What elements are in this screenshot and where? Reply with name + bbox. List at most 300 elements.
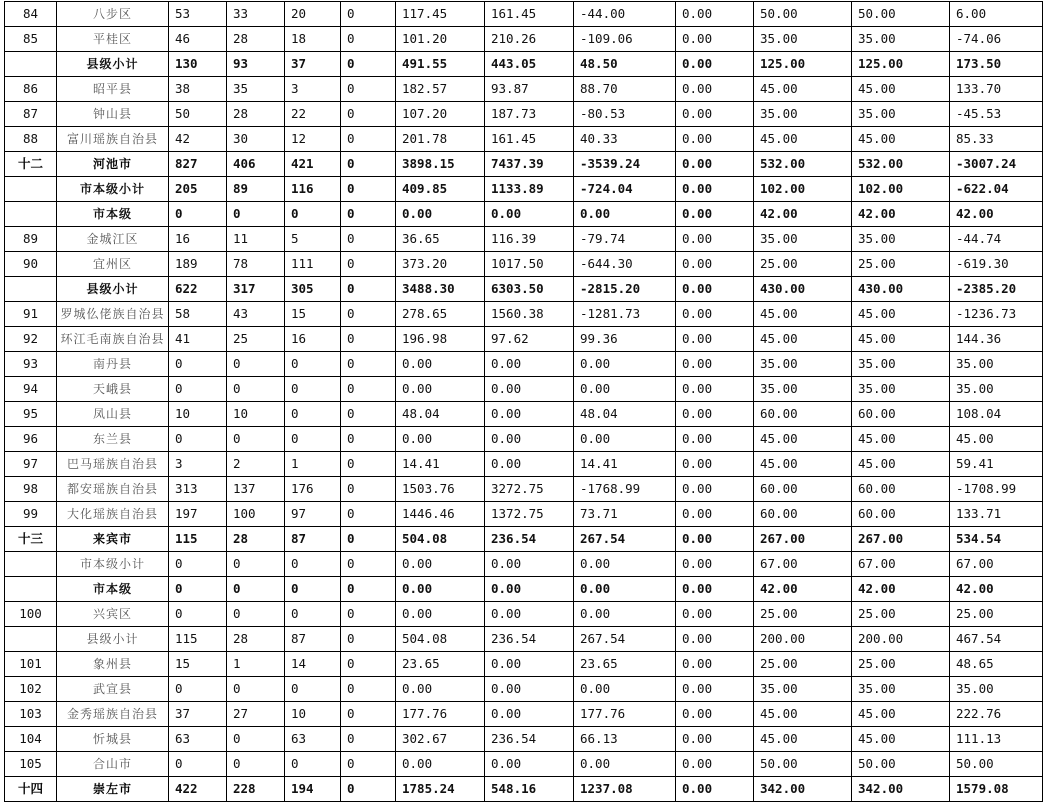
value-cell: 25.00 [754,252,852,277]
value-cell: 0.00 [485,402,574,427]
value-cell: 0 [341,677,396,702]
row-index: 101 [5,652,57,677]
value-cell: 0 [227,752,285,777]
value-cell: 0.00 [485,677,574,702]
value-cell: 0 [341,252,396,277]
value-cell: 137 [227,477,285,502]
value-cell: -80.53 [574,102,676,127]
value-cell: 0.00 [676,127,754,152]
value-cell: 42.00 [754,202,852,227]
value-cell: 0 [285,602,341,627]
value-cell: 0 [341,102,396,127]
value-cell: 534.54 [950,527,1043,552]
value-cell: 50.00 [754,2,852,27]
value-cell: 0.00 [396,202,485,227]
value-cell: 33 [227,2,285,27]
table-row [5,377,1043,402]
value-cell: 0.00 [676,552,754,577]
value-cell: 0.00 [676,477,754,502]
value-cell: 25 [227,327,285,352]
value-cell: 1017.50 [485,252,574,277]
value-cell: 222.76 [950,702,1043,727]
value-cell: 14.41 [574,452,676,477]
value-cell: 133.71 [950,502,1043,527]
table-row [5,427,1043,452]
row-index: 89 [5,227,57,252]
value-cell: 0 [341,552,396,577]
value-cell: 117.45 [396,2,485,27]
value-cell: 0.00 [396,377,485,402]
region-name: 县级小计 [57,277,169,302]
table-row [5,352,1043,377]
value-cell: 0 [341,477,396,502]
value-cell: 28 [227,27,285,52]
value-cell: 205 [169,177,227,202]
value-cell: 0 [341,302,396,327]
value-cell: -74.06 [950,27,1043,52]
value-cell: 0 [341,652,396,677]
value-cell: 23.65 [574,652,676,677]
value-cell: 0 [227,727,285,752]
value-cell: 125.00 [852,52,950,77]
value-cell: 0.00 [676,502,754,527]
value-cell: 443.05 [485,52,574,77]
table-row [5,2,1043,27]
value-cell: 15 [285,302,341,327]
region-name: 平桂区 [57,27,169,52]
value-cell: 267.00 [852,527,950,552]
row-index: 94 [5,377,57,402]
value-cell: 111 [285,252,341,277]
value-cell: 0 [169,677,227,702]
value-cell: 0.00 [676,677,754,702]
value-cell: 0.00 [396,352,485,377]
value-cell: 0.00 [574,202,676,227]
value-cell: -2815.20 [574,277,676,302]
value-cell: 0 [341,402,396,427]
value-cell: 0 [285,427,341,452]
value-cell: 11 [227,227,285,252]
value-cell: 45.00 [852,727,950,752]
value-cell: 102.00 [754,177,852,202]
region-name: 环江毛南族自治县 [57,327,169,352]
value-cell: 16 [169,227,227,252]
row-index: 87 [5,102,57,127]
value-cell: 42 [169,127,227,152]
value-cell: 25.00 [852,252,950,277]
region-name: 都安瑶族自治县 [57,477,169,502]
value-cell: -44.00 [574,2,676,27]
row-index [5,202,57,227]
value-cell: 0.00 [676,427,754,452]
value-cell: 93.87 [485,77,574,102]
value-cell: 37 [169,702,227,727]
value-cell: 0 [227,427,285,452]
value-cell: 194 [285,777,341,802]
value-cell: 60.00 [754,502,852,527]
subtotal-row [5,277,1043,302]
value-cell: 0 [341,127,396,152]
region-name: 天峨县 [57,377,169,402]
value-cell: 0 [285,552,341,577]
value-cell: 0.00 [676,452,754,477]
table-row [5,702,1043,727]
row-index: 十四 [5,777,57,802]
value-cell: 0.00 [676,202,754,227]
value-cell: 35.00 [754,377,852,402]
value-cell: 0 [169,577,227,602]
value-cell: 116.39 [485,227,574,252]
value-cell: 50.00 [852,2,950,27]
table-row [5,652,1043,677]
region-name: 钟山县 [57,102,169,127]
value-cell: 0 [227,577,285,602]
value-cell: 133.70 [950,77,1043,102]
value-cell: 0.00 [676,577,754,602]
value-cell: 99.36 [574,327,676,352]
value-cell: 0 [341,377,396,402]
region-name: 来宾市 [57,527,169,552]
table-row [5,227,1043,252]
value-cell: 1237.08 [574,777,676,802]
value-cell: 176 [285,477,341,502]
value-cell: 0.00 [574,602,676,627]
value-cell: 0.00 [485,752,574,777]
value-cell: 45.00 [852,302,950,327]
value-cell: 430.00 [754,277,852,302]
value-cell: 0.00 [676,377,754,402]
value-cell: 38 [169,77,227,102]
value-cell: 35.00 [950,377,1043,402]
row-index: 103 [5,702,57,727]
value-cell: 532.00 [852,152,950,177]
value-cell: -44.74 [950,227,1043,252]
value-cell: 85.33 [950,127,1043,152]
value-cell: 42.00 [950,577,1043,602]
value-cell: 0 [341,752,396,777]
value-cell: 161.45 [485,2,574,27]
table-row [5,302,1043,327]
value-cell: 67.00 [950,552,1043,577]
value-cell: 0.00 [676,27,754,52]
table-row [5,402,1043,427]
value-cell: 201.78 [396,127,485,152]
value-cell: 421 [285,152,341,177]
row-index: 99 [5,502,57,527]
value-cell: 45.00 [754,327,852,352]
value-cell: 0 [341,777,396,802]
region-name: 八步区 [57,2,169,27]
value-cell: 42.00 [852,577,950,602]
value-cell: 14 [285,652,341,677]
table-row [5,477,1043,502]
table-row [5,77,1043,102]
value-cell: 0.00 [676,102,754,127]
value-cell: 0 [341,527,396,552]
value-cell: 59.41 [950,452,1043,477]
value-cell: 40.33 [574,127,676,152]
value-cell: 50 [169,102,227,127]
region-name: 崇左市 [57,777,169,802]
row-index: 88 [5,127,57,152]
value-cell: 0.00 [676,302,754,327]
value-cell: -79.74 [574,227,676,252]
row-index: 十二 [5,152,57,177]
value-cell: 0 [341,277,396,302]
value-cell: 0 [227,352,285,377]
value-cell: 0.00 [485,427,574,452]
value-cell: 0 [341,152,396,177]
region-name: 兴宾区 [57,602,169,627]
value-cell: 0.00 [396,602,485,627]
subtotal-row [5,52,1043,77]
value-cell: 35.00 [950,677,1043,702]
value-cell: 42.00 [852,202,950,227]
value-cell: 200.00 [852,627,950,652]
value-cell: 3 [285,77,341,102]
value-cell: 0.00 [485,702,574,727]
value-cell: 60.00 [754,477,852,502]
value-cell: 45.00 [852,77,950,102]
value-cell: 0 [169,752,227,777]
value-cell: 0.00 [676,52,754,77]
value-cell: 58 [169,302,227,327]
value-cell: -1708.99 [950,477,1043,502]
value-cell: 0.00 [676,652,754,677]
value-cell: 236.54 [485,527,574,552]
value-cell: 25.00 [852,652,950,677]
value-cell: 14.41 [396,452,485,477]
value-cell: 130 [169,52,227,77]
value-cell: 66.13 [574,727,676,752]
value-cell: 278.65 [396,302,485,327]
value-cell: -619.30 [950,252,1043,277]
value-cell: 10 [227,402,285,427]
value-cell: 0.00 [574,752,676,777]
value-cell: 35.00 [754,677,852,702]
value-cell: 0 [341,2,396,27]
value-cell: 35.00 [852,227,950,252]
value-cell: 116 [285,177,341,202]
value-cell: 0.00 [676,602,754,627]
value-cell: 50.00 [950,752,1043,777]
value-cell: 48.50 [574,52,676,77]
subtotal-row [5,577,1043,602]
value-cell: 45.00 [950,427,1043,452]
value-cell: 45.00 [852,427,950,452]
subtotal-row [5,202,1043,227]
row-index: 84 [5,2,57,27]
value-cell: 7437.39 [485,152,574,177]
value-cell: 45.00 [852,702,950,727]
value-cell: 87 [285,527,341,552]
value-cell: 25.00 [754,652,852,677]
value-cell: 0.00 [574,377,676,402]
value-cell: 37 [285,52,341,77]
value-cell: 45.00 [754,127,852,152]
table-row [5,102,1043,127]
row-index [5,177,57,202]
value-cell: 373.20 [396,252,485,277]
value-cell: 0.00 [485,552,574,577]
value-cell: 45.00 [754,77,852,102]
region-name: 罗城仫佬族自治县 [57,302,169,327]
city-row [5,152,1043,177]
value-cell: 0.00 [676,527,754,552]
value-cell: 0 [227,677,285,702]
value-cell: 6.00 [950,2,1043,27]
row-index [5,552,57,577]
region-name: 市本级 [57,577,169,602]
value-cell: 0.00 [396,752,485,777]
value-cell: 504.08 [396,527,485,552]
region-name: 大化瑶族自治县 [57,502,169,527]
value-cell: 187.73 [485,102,574,127]
value-cell: 3 [169,452,227,477]
value-cell: 36.65 [396,227,485,252]
value-cell: 30 [227,127,285,152]
value-cell: 48.04 [396,402,485,427]
value-cell: -1281.73 [574,302,676,327]
value-cell: 0 [227,552,285,577]
value-cell: 28 [227,527,285,552]
value-cell: 267.54 [574,527,676,552]
value-cell: 42.00 [950,202,1043,227]
row-index: 95 [5,402,57,427]
value-cell: 27 [227,702,285,727]
region-name: 武宣县 [57,677,169,702]
region-name: 忻城县 [57,727,169,752]
value-cell: 87 [285,627,341,652]
value-cell: 0.00 [676,352,754,377]
table-row [5,552,1043,577]
value-cell: 10 [285,702,341,727]
value-cell: 0 [341,227,396,252]
value-cell: 108.04 [950,402,1043,427]
value-cell: 342.00 [754,777,852,802]
value-cell: 0.00 [676,77,754,102]
value-cell: -3007.24 [950,152,1043,177]
value-cell: 548.16 [485,777,574,802]
value-cell: 622 [169,277,227,302]
value-cell: 2 [227,452,285,477]
value-cell: 0 [285,202,341,227]
value-cell: 0 [341,702,396,727]
row-index: 96 [5,427,57,452]
value-cell: 89 [227,177,285,202]
value-cell: 0.00 [676,702,754,727]
value-cell: 45.00 [754,302,852,327]
value-cell: 0.00 [676,2,754,27]
value-cell: 10 [169,402,227,427]
region-name: 金城江区 [57,227,169,252]
value-cell: 0 [341,427,396,452]
value-cell: 1785.24 [396,777,485,802]
allocation-table [4,1,1043,802]
value-cell: 0.00 [574,577,676,602]
value-cell: 6303.50 [485,277,574,302]
value-cell: 48.65 [950,652,1043,677]
value-cell: 0 [169,377,227,402]
value-cell: 25.00 [852,602,950,627]
value-cell: 35.00 [754,27,852,52]
value-cell: 102.00 [852,177,950,202]
row-index [5,52,57,77]
value-cell: 0 [341,452,396,477]
region-name: 富川瑶族自治县 [57,127,169,152]
value-cell: 0 [341,177,396,202]
value-cell: 45.00 [754,452,852,477]
value-cell: 93 [227,52,285,77]
value-cell: 42.00 [754,577,852,602]
value-cell: 73.71 [574,502,676,527]
value-cell: 28 [227,627,285,652]
value-cell: 115 [169,627,227,652]
table-row [5,602,1043,627]
value-cell: 0.00 [485,452,574,477]
row-index: 90 [5,252,57,277]
value-cell: 97.62 [485,327,574,352]
table-row [5,252,1043,277]
row-index [5,277,57,302]
value-cell: 0.00 [485,577,574,602]
value-cell: 35.00 [950,352,1043,377]
value-cell: 101.20 [396,27,485,52]
value-cell: 0 [285,352,341,377]
value-cell: 15 [169,652,227,677]
value-cell: 23.65 [396,652,485,677]
value-cell: 173.50 [950,52,1043,77]
value-cell: 161.45 [485,127,574,152]
region-name: 凤山县 [57,402,169,427]
value-cell: 3272.75 [485,477,574,502]
value-cell: 45.00 [754,702,852,727]
value-cell: 0.00 [396,677,485,702]
value-cell: 3488.30 [396,277,485,302]
value-cell: 197 [169,502,227,527]
value-cell: 50.00 [852,752,950,777]
value-cell: 35.00 [852,677,950,702]
table-row [5,627,1043,652]
value-cell: 0.00 [676,252,754,277]
city-row [5,527,1043,552]
row-index: 93 [5,352,57,377]
value-cell: 0 [169,552,227,577]
value-cell: 20 [285,2,341,27]
value-cell: 0 [341,202,396,227]
value-cell: 45.00 [754,727,852,752]
value-cell: 177.76 [396,702,485,727]
value-cell: 18 [285,27,341,52]
value-cell: 1 [285,452,341,477]
row-index: 105 [5,752,57,777]
value-cell: 0.00 [485,352,574,377]
value-cell: 189 [169,252,227,277]
value-cell: 5 [285,227,341,252]
value-cell: 0.00 [396,552,485,577]
value-cell: 144.36 [950,327,1043,352]
value-cell: 111.13 [950,727,1043,752]
row-index: 102 [5,677,57,702]
value-cell: 0.00 [574,427,676,452]
value-cell: 0.00 [485,202,574,227]
value-cell: 35.00 [754,102,852,127]
value-cell: 115 [169,527,227,552]
value-cell: 0 [169,427,227,452]
value-cell: 467.54 [950,627,1043,652]
value-cell: 45.00 [852,327,950,352]
value-cell: 532.00 [754,152,852,177]
